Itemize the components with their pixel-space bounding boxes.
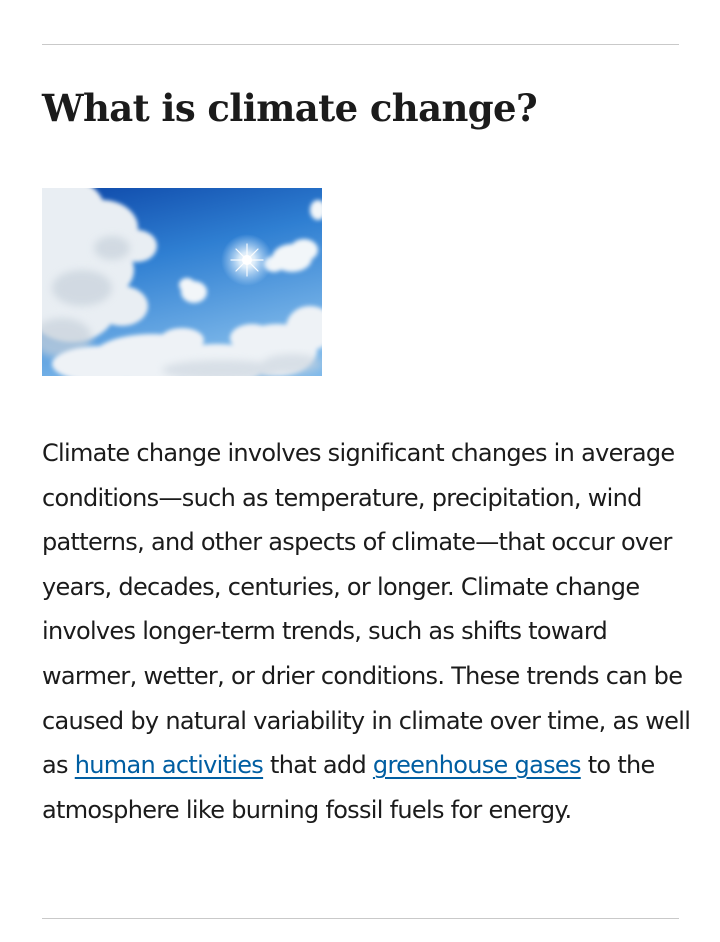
greenhouse-gases-link[interactable]: greenhouse gases [372,751,581,780]
paragraph-text-2: that add [263,751,373,780]
section-heading: What is climate change? [42,86,538,130]
top-divider [42,44,679,45]
human-activities-link[interactable]: human activities [74,751,264,780]
intro-paragraph [42,431,692,832]
paragraph-text-1: Climate change involves significant changes in average conditions—such as temperature, precipitation, wind patterns, and other aspects of climate—that occur over years, decades, centuries, or longer. Climate change involves longer-term trends, such as shifts toward warmer, wetter, or drier conditions. These trends can be caused by natural variability in climate over time, as well as [42,439,691,780]
sky-clouds-sun-photo-icon [42,188,322,376]
bottom-divider [42,918,679,919]
paragraph-text-3: to the atmosphere like burning fossil fuels for energy. [42,751,655,824]
